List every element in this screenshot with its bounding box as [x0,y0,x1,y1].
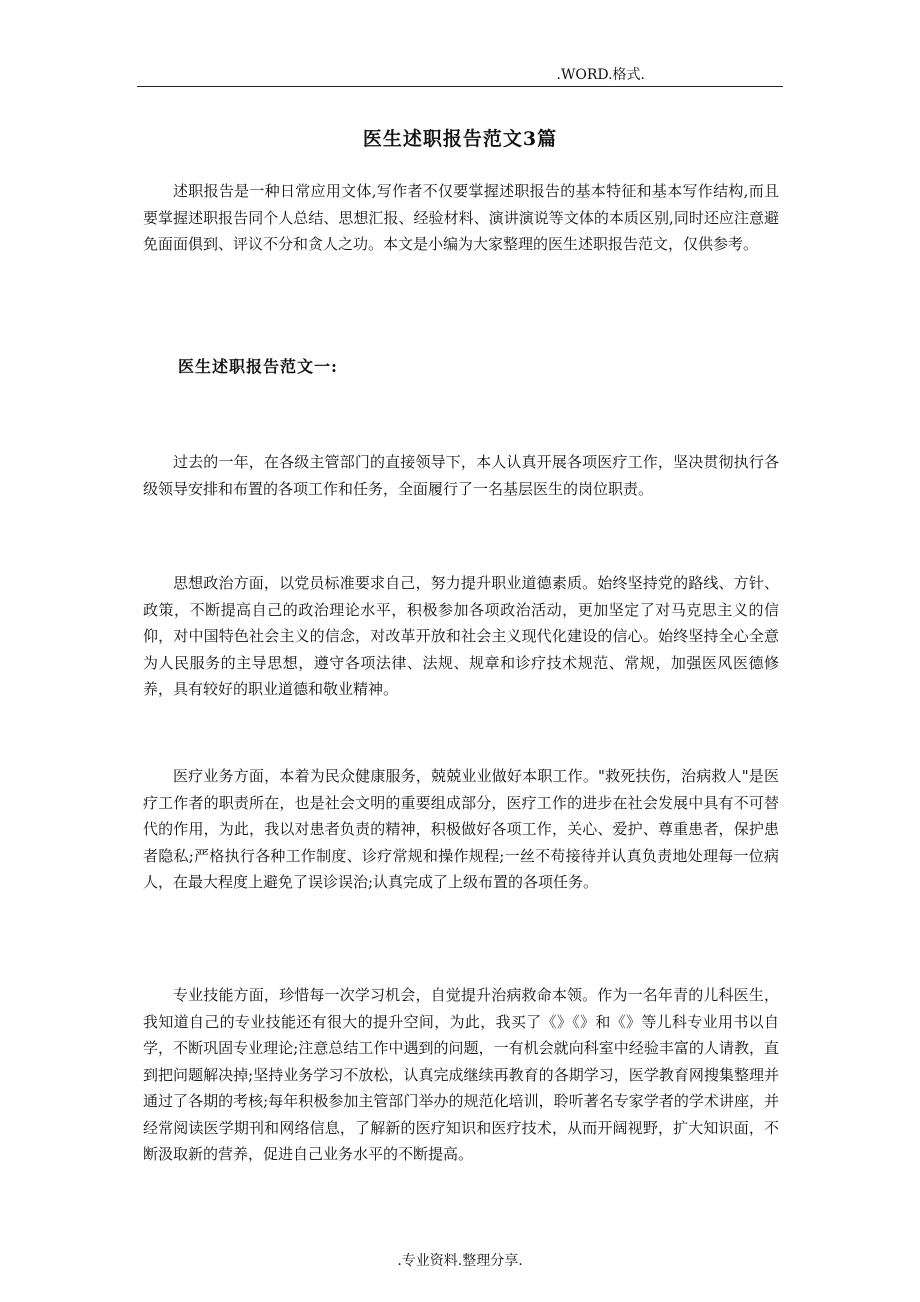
body-paragraph: 思想政治方面，以党员标准要求自己，努力提升职业道德素质。始终坚持党的路线、方针、政策，不断提高自己的政治理论水平，积极参加各项政治活动，更加坚定了对马克思主义的信仰，对中国特色社会主义的信念，对改革开放和社会主义现代化建设的信心。始终坚持全心全意为人民服务的主导思想，遵守各项法律、法规、规章和诊疗技术规范、常规，加强医风医德修养，具有较好的职业道德和敬业精神。 [143,574,779,698]
page-header: .WORD.格式. [556,67,645,83]
body-paragraph: 过去的一年，在各级主管部门的直接领导下，本人认真开展各项医疗工作，坚决贯彻执行各级领导安排和布置的各项工作和任务，全面履行了一名基层医生的岗位职责。 [143,453,779,498]
intro-paragraph: 述职报告是一种日常应用文体,写作者不仅要掌握述职报告的基本特征和基本写作结构,而且要掌握述职报告同个人总结、思想汇报、经验材料、演讲演说等文体的本质区别,同时还应注意避免面面俱到、评议不分和贪人之功。本文是小编为大家整理的医生述职报告范文，仅供参考。 [143,182,779,253]
body-paragraph: 医疗业务方面，本着为民众健康服务，兢兢业业做好本职工作。"救死扶伤，治病救人"是医疗工作者的职责所在，也是社会文明的重要组成部分，医疗工作的进步在社会发展中具有不可替代的作用，为此，我以对患者负责的精神，积极做好各项工作，关心、爱护、尊重患者，保护患者隐私;严格执行各种工作制度、诊疗常规和操作规程;一丝不苟接待并认真负责地处理每一位病人，在最大程度上避免了误诊误治;认真完成了上级布置的各项任务。 [143,767,779,891]
section-heading: 医生述职报告范文一: [178,357,338,376]
document-title: 医生述职报告范文3篇 [362,128,558,150]
body-paragraph: 专业技能方面，珍惜每一次学习机会，自觉提升治病救命本领。作为一名年青的儿科医生，我知道自己的专业技能还有很大的提升空间，为此，我买了《》《》和《》等儿科专业用书以自学，不断巩固专业理论;注意总结工作中遇到的问题，一有机会就向科室中经验丰富的人请教，直到把问题解决掉;坚持业务学习不放松，认真完成继续再教育的各期学习，医学教育网搜集整理并通过了各期的考核;每年积极参加主管部门举办的规范化培训，聆听著名专家学者的学术讲座，并经常阅读医学期刊和网络信息，了解新的医疗知识和医疗技术，从而开阔视野，扩大知识面，不断汲取新的营养，促进自己业务水平的不断提高。 [143,986,779,1163]
header-divider [137,86,783,87]
page-footer: .专业资料.整理分享. [397,1253,523,1269]
